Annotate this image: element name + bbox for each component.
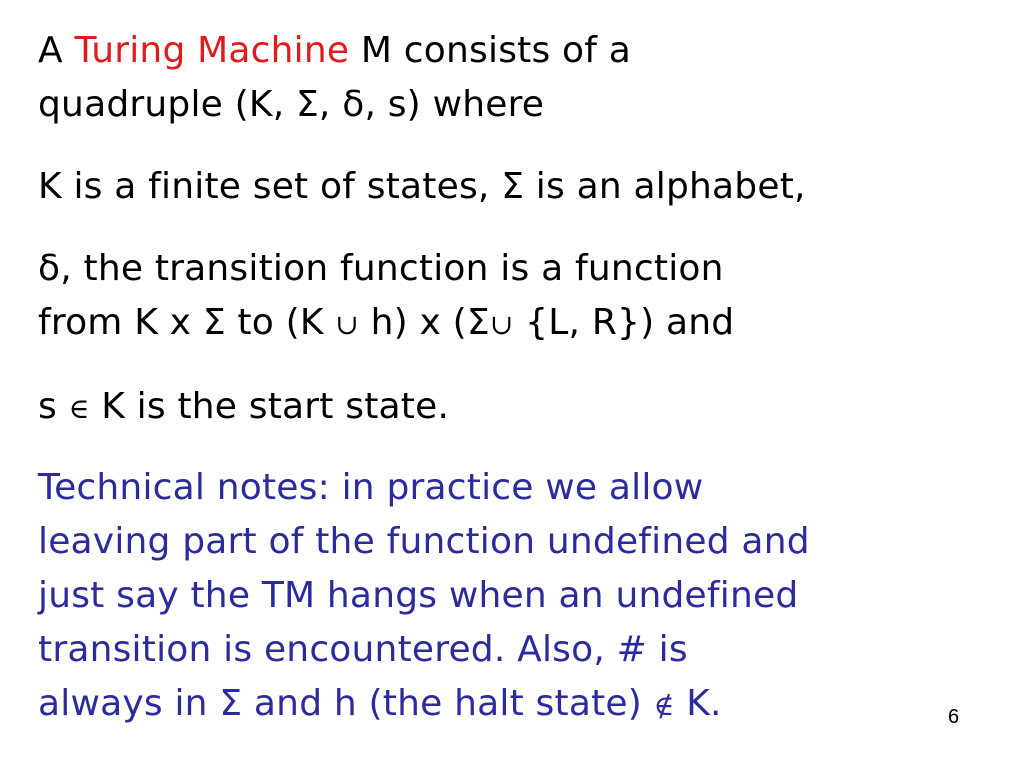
- definition-pre: A: [38, 30, 75, 71]
- definition-post: M consists of a: [349, 30, 632, 71]
- definition-paragraph: [38, 24, 631, 132]
- notes-line-2: leaving part of the function undefined and: [38, 521, 810, 562]
- technical-notes-paragraph: [38, 461, 810, 733]
- union-symbol-2: ∪: [489, 308, 514, 341]
- notes-line-5a: always in Σ and h (the halt state): [38, 683, 654, 724]
- turing-machine-term: Turing Machine: [74, 30, 350, 71]
- notes-line-1: Technical notes: in practice we allow: [38, 467, 704, 508]
- transition-line-2a: from K x Σ to (K: [38, 302, 336, 343]
- notes-line-4: transition is encountered. Also, # is: [38, 629, 688, 670]
- not-element-of-symbol: ∉: [653, 689, 675, 722]
- transition-function-paragraph: [38, 242, 734, 352]
- transition-line-1: δ, the transition function is a function: [38, 248, 724, 289]
- slide-number: 6: [948, 706, 960, 728]
- start-state-post: K is the start state.: [89, 386, 450, 427]
- definition-line-2: quadruple (K, Σ, δ, s) where: [38, 84, 545, 125]
- union-symbol-1: ∪: [335, 308, 359, 341]
- start-state-paragraph: [38, 380, 449, 436]
- transition-line-2c: {L, R}) and: [513, 302, 735, 343]
- element-of-symbol: ∈: [68, 392, 90, 425]
- notes-line-3: just say the TM hangs when an undefined: [38, 575, 799, 616]
- notes-line-5b: K.: [674, 683, 722, 724]
- states-alphabet-line: K is a finite set of states, Σ is an alphabet,: [38, 166, 806, 207]
- transition-line-2b: h) x (Σ: [358, 302, 490, 343]
- start-state-pre: s: [38, 386, 69, 427]
- states-alphabet-paragraph: [38, 160, 806, 214]
